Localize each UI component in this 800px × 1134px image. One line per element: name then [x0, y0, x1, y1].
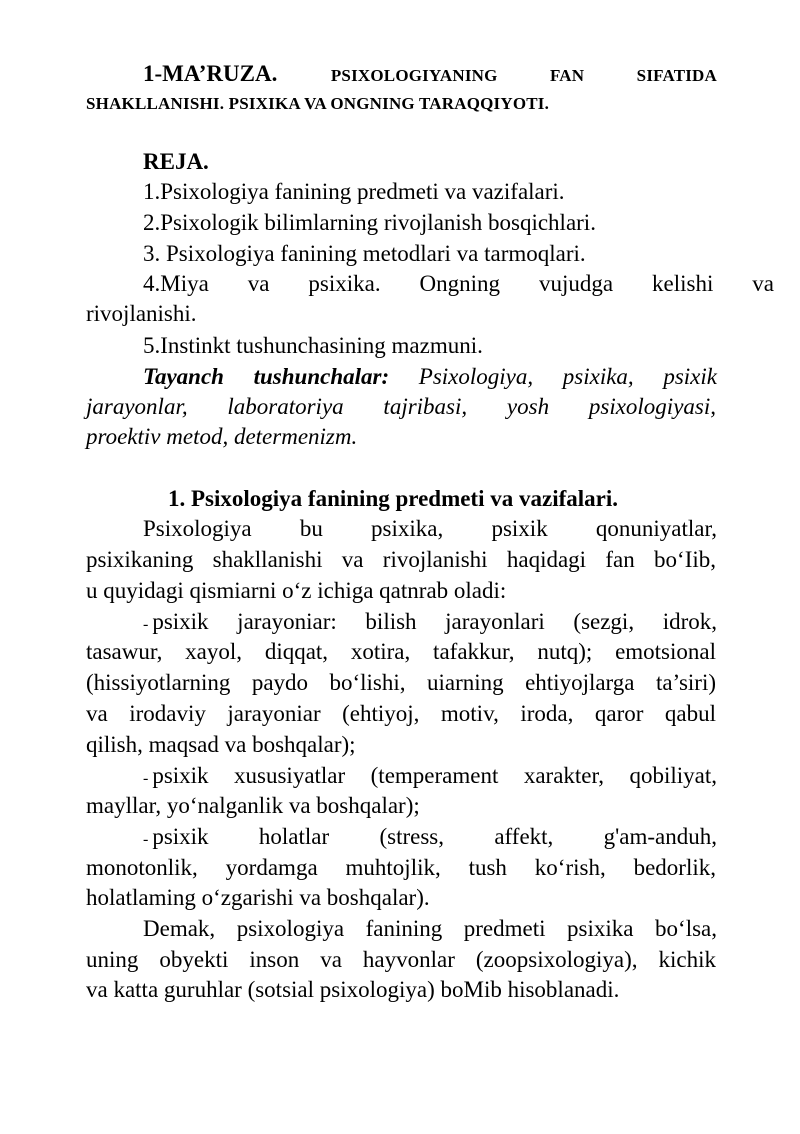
section-1-heading: 1. Psixologiya fanining predmeti va vazifalari.: [168, 486, 618, 511]
lecture-title-line-1: [143, 58, 717, 91]
bullet-dash: -: [143, 831, 149, 848]
plan-item-4-line-2: rivojlanishi.: [86, 301, 197, 326]
bullet-dash: -: [143, 616, 149, 633]
conclusion-line-3: va katta guruhlar (sotsial psixologiya) boMib hisoblanadi.: [86, 977, 620, 1002]
lecture-number: 1-MA’RUZA.: [143, 61, 278, 86]
conclusion-line-1: Demak, psixologiya fanining predmeti psixika bo‘lsa,: [143, 916, 717, 941]
bullet-3-line-1: [143, 821, 717, 855]
plan-item-3: 3. Psixologiya fanining metodlari va tarmoqlari.: [143, 241, 586, 266]
intro-line-1: Psixologiya bu psixika, psixik qonuniyatlar,: [143, 516, 717, 541]
bullet-1-line-4: va irodaviy jarayoniar (ehtiyoj, motiv, iroda, qaror qabul: [86, 701, 716, 726]
conclusion-line-2: uning obyekti inson va hayvonlar (zoopsixologiya), kichik: [86, 947, 716, 972]
bullet-1-text: psixik jarayoniar: bilish jarayonlari (sezgi, idrok,: [152, 609, 717, 634]
keywords-line-1: [143, 361, 717, 392]
bullet-1-line-2: tasawur, xayol, diqqat, xotira, tafakkur, nutq); emotsional: [86, 639, 716, 664]
lecture-title-line-2: SHAKLLANISHI. PSIXIKA VA ONGNING TARAQQIYOTI.: [86, 94, 550, 113]
bullet-1-line-3: (hissiyotlarning paydo bo‘lishi, uiarning ehtiyojlarga ta’siri): [86, 670, 716, 695]
plan-item-2: 2.Psixologik bilimlarning rivojlanish bosqichlari.: [143, 210, 596, 235]
bullet-2-line-2: mayllar, yo‘nalganlik va boshqalar);: [86, 793, 420, 818]
bullet-1-line-1: [143, 606, 717, 640]
bullet-2-line-1: [143, 760, 717, 794]
bullet-1-line-5: qilish, maqsad va boshqalar);: [86, 732, 356, 757]
lecture-title-part-1: PSIXOLOGIYANING FAN SIFATIDA: [330, 66, 717, 85]
keywords-label: Tayanch tushunchalar:: [143, 364, 390, 389]
bullet-dash: -: [143, 770, 149, 787]
keywords-line-3: proektiv metod, determenizm.: [86, 424, 358, 449]
intro-line-2: psixikaning shakllanishi va rivojlanishi haqidagi fan bo‘Iib,: [86, 547, 716, 572]
plan-item-1: 1.Psixologiya fanining predmeti va vazifalari.: [143, 179, 565, 204]
bullet-2-text: psixik xususiyatlar (temperament xarakter, qobiliyat,: [152, 763, 717, 788]
bullet-3-text: psixik holatlar (stress, affekt, g'am-anduh,: [152, 824, 717, 849]
plan-item-4-line-1: 4.Miya va psixika. Ongning vujudga kelishi va: [143, 271, 774, 296]
intro-line-3: u quyidagi qismiarni o‘z ichiga qatnrab oladi:: [86, 578, 507, 603]
keywords-text-1: Psixologiya, psixika, psixik: [418, 364, 717, 389]
plan-heading: REJA.: [143, 149, 209, 174]
plan-item-5: 5.Instinkt tushunchasining mazmuni.: [143, 333, 483, 358]
bullet-3-line-2: monotonlik, yordamga muhtojlik, tush ko‘rish, bedorlik,: [86, 855, 716, 880]
keywords-line-2: jarayonlar, laboratoriya tajribasi, yosh psixologiyasi,: [86, 394, 716, 419]
bullet-3-line-3: holatlaming o‘zgarishi va boshqalar).: [86, 885, 430, 910]
